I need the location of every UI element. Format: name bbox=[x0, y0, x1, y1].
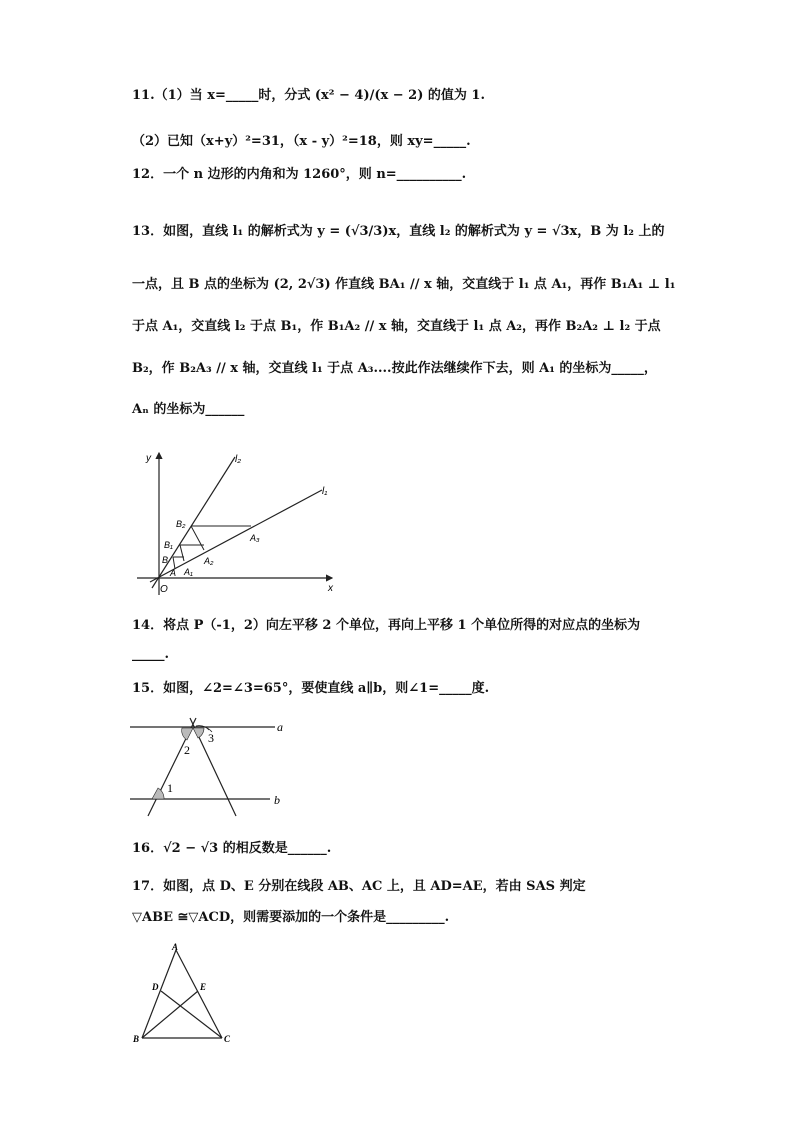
q13-line4: B₂，作 B₂A₃ // x 轴，交直线 l₁ 于点 A₃....按此作法继续作下去，则 A₁ 的坐标为_____， bbox=[132, 361, 657, 376]
q16-line: 16．√2 − √3 的相反数是______. bbox=[132, 841, 332, 856]
label-a3: A₃ bbox=[250, 533, 260, 543]
label-b-line: b bbox=[274, 793, 280, 807]
label-b2: B₂ bbox=[176, 519, 186, 529]
label-l2: l₂ bbox=[235, 454, 242, 465]
q14-line1: 14．将点 P（-1，2）向左平移 2 个单位，再向上平移 1 个单位所得的对应点的坐标为 bbox=[132, 618, 641, 633]
label-E: E bbox=[200, 982, 207, 992]
label-b: B bbox=[162, 555, 169, 565]
q15-line: 15．如图，∠2=∠3=65°，要使直线 a∥b，则∠1=_____度. bbox=[132, 681, 490, 696]
label-B: B bbox=[133, 1034, 140, 1044]
label-l1: l₁ bbox=[322, 486, 328, 497]
label-3: 3 bbox=[208, 731, 214, 745]
q11-line2: （2）已知（x+y）²=31，（x - y）²=18，则 xy=_____. bbox=[132, 134, 471, 149]
label-A: A bbox=[172, 942, 179, 952]
q13-line2: 一点，且 B 点的坐标为 (2, 2√3) 作直线 BA₁ // x 轴，交直线于 l₁ 点 A₁，再作 B₁A₁ ⊥ l₁ bbox=[132, 277, 676, 292]
label-a1: A₁ bbox=[184, 567, 193, 577]
label-a-line: a bbox=[277, 720, 283, 734]
q12-line: 12．一个 n 边形的内角和为 1260°，则 n=__________. bbox=[132, 167, 467, 182]
q13-line3: 于点 A₁，交直线 l₂ 于点 B₁，作 B₁A₂ // x 轴，交直线于 l₁ 点 A₂，再作 B₂A₂ ⊥ l₂ 于点 bbox=[132, 319, 661, 334]
label-o: O bbox=[160, 584, 168, 595]
q17-line2: ▽ABE ≅▽ACD，则需要添加的一个条件是_________. bbox=[132, 910, 450, 925]
q13-line1: 13．如图，直线 l₁ 的解析式为 y = (√3/3)x，直线 l₂ 的解析式为 y = √3x，B 为 l₂ 上的 bbox=[132, 224, 665, 239]
label-C: C bbox=[224, 1034, 231, 1044]
line-l2 bbox=[152, 457, 235, 588]
label-y: y bbox=[146, 453, 151, 464]
q13-figure bbox=[132, 445, 352, 600]
label-a2: A₂ bbox=[204, 556, 214, 566]
q13-line5: Aₙ 的坐标为______ bbox=[132, 402, 245, 417]
label-1: 1 bbox=[167, 781, 173, 795]
q17-line1: 17．如图，点 D、E 分别在线段 AB、AC 上，且 AD=AE，若由 SAS 判定 bbox=[132, 879, 586, 894]
label-a: A bbox=[170, 568, 177, 578]
label-b1: B₁ bbox=[164, 540, 173, 550]
label-D: D bbox=[152, 982, 159, 992]
q14-line2: _____. bbox=[132, 647, 170, 662]
q17-figure bbox=[130, 940, 240, 1050]
q15-figure bbox=[130, 708, 300, 818]
q11-line1: 11.（1）当 x=_____时，分式 (x² − 4)/(x − 2) 的值为 1. bbox=[132, 88, 486, 103]
label-2: 2 bbox=[184, 743, 190, 757]
label-x: x bbox=[328, 583, 333, 594]
